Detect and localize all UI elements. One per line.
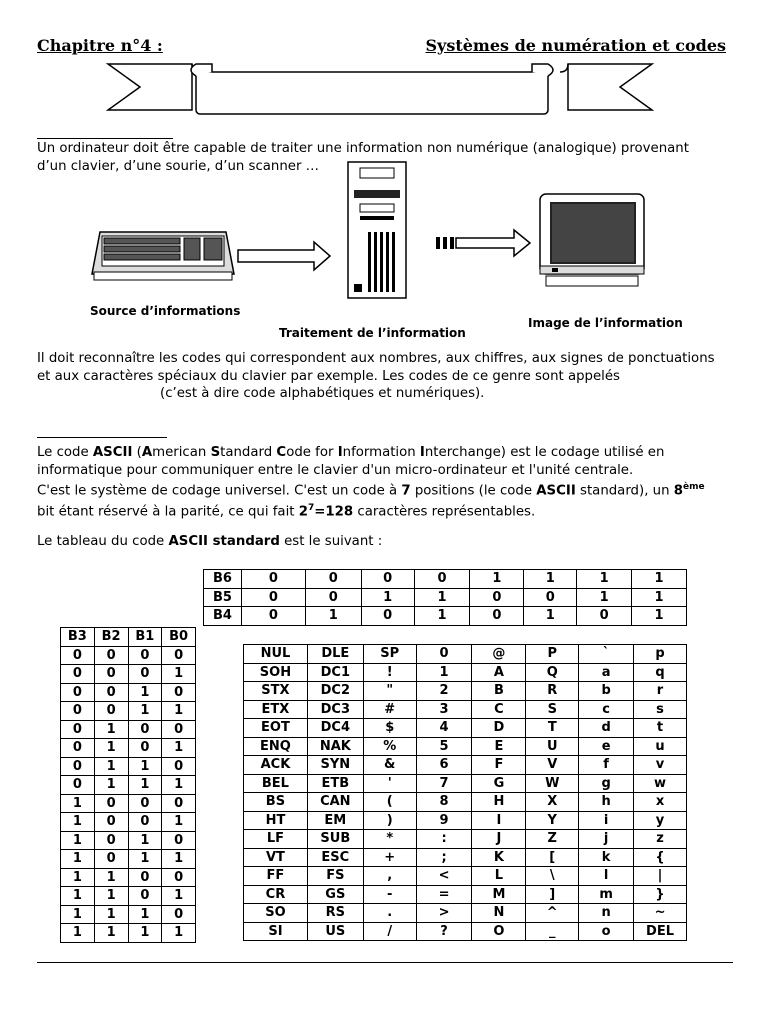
table-row [244,774,687,793]
codes-paragraph [37,350,737,403]
ascii-line-1: Le code ASCII (American Standard Code for Information Interchange) est le codage utilisé en [37,445,665,460]
ascii-char-cell: RS [307,904,363,923]
ascii-char-cell: } [634,885,687,904]
table-row [244,885,687,904]
ascii-char-cell: ` [579,645,634,664]
bit-value-cell: 0 [162,868,196,887]
bit-label-cell: B6 [204,570,242,589]
table-row [61,794,196,813]
ascii-paragraph [37,444,737,521]
ascii-char-cell: r [634,682,687,701]
bit-value-cell: 0 [162,905,196,924]
ascii-char-cell: ~ [634,904,687,923]
ascii-char-cell: _ [526,922,579,941]
ascii-char-cell: = [416,885,472,904]
bit-value-cell: 1 [94,739,128,758]
ascii-char-cell: h [579,793,634,812]
ascii-char-cell: I [472,811,526,830]
table-row [61,850,196,869]
ascii-char-cell: N [472,904,526,923]
ascii-char-cell: K [472,848,526,867]
ascii-char-cell: d [579,719,634,738]
bit-value-cell: 1 [162,702,196,721]
ascii-char-cell: 9 [416,811,472,830]
ascii-char-cell: GS [307,885,363,904]
bit-value-cell: 0 [128,720,162,739]
bit-value-cell: 0 [305,570,361,589]
bit-value-cell: 1 [162,887,196,906]
bit-value-cell: 1 [128,683,162,702]
bit-value-cell: 1 [128,924,162,943]
ascii-char-cell: e [579,737,634,756]
ascii-char-cell: Y [526,811,579,830]
ascii-char-cell: k [579,848,634,867]
chapter-subject: Systèmes de numération et codes [425,36,726,55]
bit-value-cell: 0 [128,813,162,832]
ascii-char-cell: f [579,756,634,775]
table-row [204,588,687,607]
bit-value-cell: 1 [632,570,687,589]
ascii-char-cell: 6 [416,756,472,775]
ascii-char-cell: DC1 [307,663,363,682]
ascii-char-cell: D [472,719,526,738]
ascii-char-cell: 8 [416,793,472,812]
table-row [244,922,687,941]
bit-value-cell: 1 [94,905,128,924]
table-row [61,868,196,887]
ascii-char-cell: V [526,756,579,775]
ascii-char-cell: C [472,700,526,719]
ascii-char-cell: ACK [244,756,308,775]
ascii-char-cell: DLE [307,645,363,664]
bit-value-cell: 0 [241,570,305,589]
bit-value-cell: 1 [61,850,95,869]
bit-value-cell: 1 [162,924,196,943]
bit-value-cell: 0 [94,813,128,832]
bit-label-cell: B5 [204,588,242,607]
table-row [244,848,687,867]
bit-value-cell: 0 [94,702,128,721]
ascii-char-cell: ! [363,663,416,682]
data-arrow-icon [434,228,532,258]
bit-value-cell: 1 [128,831,162,850]
ascii-char-cell: DC3 [307,700,363,719]
bit-value-cell: 0 [94,794,128,813]
bit-value-cell: 0 [241,607,305,626]
table-row [61,887,196,906]
bit-value-cell: 1 [128,905,162,924]
ascii-char-cell: S [526,700,579,719]
bit-value-cell: 1 [61,905,95,924]
ascii-char-cell: + [363,848,416,867]
bit-value-cell: 1 [94,776,128,795]
ascii-char-cell: ENQ [244,737,308,756]
bit-value-cell: 0 [94,683,128,702]
table-row [244,663,687,682]
bit-value-cell: 0 [305,588,361,607]
process-caption: Traitement de l’information [279,326,466,340]
ascii-char-cell: i [579,811,634,830]
ascii-char-cell: ) [363,811,416,830]
table-intro: Le tableau du code ASCII standard est le suivant : [37,534,383,549]
table-row [204,570,687,589]
bit-value-cell: 1 [162,665,196,684]
bit-value-cell: 0 [577,607,632,626]
bit-value-cell: 0 [61,683,95,702]
bit-value-cell: 1 [524,570,577,589]
bit-value-cell: 1 [94,924,128,943]
chapter-heading: Chapitre n°4 : [37,36,163,55]
ascii-char-cell: EOT [244,719,308,738]
footer-rule [37,962,733,963]
ascii-char-cell: SOH [244,663,308,682]
ascii-char-cell: 1 [416,663,472,682]
bit-value-cell: 1 [414,588,470,607]
bit-value-cell: 1 [577,570,632,589]
bit-value-cell: 0 [61,720,95,739]
table-row [244,793,687,812]
banner-ribbon-icon [100,58,660,120]
table-row [61,739,196,758]
section-rule [37,437,167,438]
ascii-char-cell: SP [363,645,416,664]
table-row [61,702,196,721]
ascii-char-cell: T [526,719,579,738]
ascii-char-cell: ; [416,848,472,867]
bit-value-cell: 1 [162,813,196,832]
bit-value-cell: 1 [577,588,632,607]
bit-value-cell: 0 [128,665,162,684]
ascii-char-cell: b [579,682,634,701]
ascii-char-cell: FS [307,867,363,886]
bit-value-cell: 1 [61,831,95,850]
table-row [61,831,196,850]
ascii-char-cell: [ [526,848,579,867]
ascii-char-cell: / [363,922,416,941]
bit-value-cell: 0 [162,794,196,813]
ascii-char-cell: U [526,737,579,756]
ascii-char-cell: < [416,867,472,886]
ascii-char-cell: ETX [244,700,308,719]
ascii-char-cell: HT [244,811,308,830]
ascii-char-cell: j [579,830,634,849]
table-row [244,830,687,849]
ascii-char-cell: R [526,682,579,701]
tower-pc-icon [346,160,408,300]
ascii-char-cell: 4 [416,719,472,738]
bit-value-cell: 1 [524,607,577,626]
intro-line-1: Un ordinateur doit être capable de traiter une information non numérique (analogique) provenant [37,141,689,156]
bit-value-cell: 1 [361,588,414,607]
ascii-char-cell: t [634,719,687,738]
codes-line-2: et aux caractères spéciaux du clavier par exemple. Les codes de ce genre sont appelés [37,368,620,384]
table-row [244,682,687,701]
ascii-low-bits-table [60,627,196,943]
ascii-char-cell: ESC [307,848,363,867]
bit-label-cell: B4 [204,607,242,626]
bit-value-cell: 0 [61,739,95,758]
ascii-char-cell: W [526,774,579,793]
ascii-char-cell: P [526,645,579,664]
ascii-char-cell: v [634,756,687,775]
ascii-char-cell: m [579,885,634,904]
ascii-char-cell: A [472,663,526,682]
ascii-char-cell: p [634,645,687,664]
ascii-char-cell: a [579,663,634,682]
bit-value-cell: 0 [162,831,196,850]
ascii-char-cell: s [634,700,687,719]
bit-value-cell: 0 [94,831,128,850]
bit-value-cell: 1 [61,794,95,813]
ascii-char-cell: E [472,737,526,756]
ascii-char-cell: * [363,830,416,849]
ascii-char-cell: Z [526,830,579,849]
table-row [61,757,196,776]
table-row [244,719,687,738]
bit-value-cell: 1 [128,757,162,776]
bit-value-cell: 0 [128,887,162,906]
bit-value-cell: 0 [470,607,524,626]
ascii-char-cell: SUB [307,830,363,849]
ascii-char-cell: 2 [416,682,472,701]
table-row [61,813,196,832]
bit-value-cell: 0 [61,665,95,684]
ascii-char-cell: l [579,867,634,886]
ascii-char-cell: . [363,904,416,923]
bit-value-cell: 0 [414,570,470,589]
bit-header-cell: B1 [128,628,162,647]
bit-value-cell: 1 [162,739,196,758]
bit-value-cell: 0 [162,683,196,702]
bit-value-cell: 0 [61,646,95,665]
bit-value-cell: 0 [128,794,162,813]
bit-value-cell: 1 [94,757,128,776]
section-rule [37,138,173,139]
ascii-char-cell: ^ [526,904,579,923]
bit-header-cell: B0 [162,628,196,647]
ascii-char-cell: FF [244,867,308,886]
bit-value-cell: 0 [162,757,196,776]
ascii-char-cell: { [634,848,687,867]
ascii-char-cell: q [634,663,687,682]
bit-value-cell: 1 [61,924,95,943]
ascii-char-cell: 7 [416,774,472,793]
bit-value-cell: 0 [361,570,414,589]
table-row [244,867,687,886]
bit-value-cell: 0 [128,646,162,665]
table-row [204,607,687,626]
ascii-char-cell: 5 [416,737,472,756]
ascii-line-3: C'est le système de codage universel. C'est un code à 7 positions (le code ASCII standard), un 8ème [37,482,705,499]
ascii-char-cell: ? [416,922,472,941]
bit-value-cell: 0 [61,702,95,721]
bit-value-cell: 1 [128,850,162,869]
keyboard-icon [90,228,236,284]
ascii-char-cell: 3 [416,700,472,719]
ascii-char-cell: DC4 [307,719,363,738]
ascii-char-cell: > [416,904,472,923]
ascii-char-cell: " [363,682,416,701]
codes-line-1: Il doit reconnaître les codes qui correspondent aux nombres, aux chiffres, aux signes de ponctuations [37,351,715,366]
ascii-char-cell: % [363,737,416,756]
ascii-char-cell: DEL [634,922,687,941]
bit-header-cell: B2 [94,628,128,647]
table-row [244,904,687,923]
ascii-char-cell: u [634,737,687,756]
ascii-char-cell: Q [526,663,579,682]
ascii-char-cell: g [579,774,634,793]
ascii-char-cell: ETB [307,774,363,793]
bit-value-cell: 1 [94,720,128,739]
bit-header-cell: B3 [61,628,95,647]
ascii-char-cell: SYN [307,756,363,775]
bit-value-cell: 0 [162,646,196,665]
ascii-char-cell: # [363,700,416,719]
table-row [244,756,687,775]
bit-value-cell: 1 [305,607,361,626]
ascii-char-cell: H [472,793,526,812]
bit-value-cell: 1 [61,868,95,887]
ascii-char-cell: DC2 [307,682,363,701]
bit-value-cell: 0 [470,588,524,607]
ascii-char-cell: z [634,830,687,849]
ascii-char-cell: VT [244,848,308,867]
bit-value-cell: 1 [128,776,162,795]
ascii-char-cell: NAK [307,737,363,756]
table-row [244,645,687,664]
bit-value-cell: 0 [128,739,162,758]
ascii-char-cell: F [472,756,526,775]
table-row [61,776,196,795]
table-row [61,646,196,665]
bit-value-cell: 0 [94,665,128,684]
intro-line-2: d’un clavier, d’une sourie, d’un scanner … [37,158,319,174]
ascii-char-table [243,644,687,941]
table-row [61,905,196,924]
ascii-char-cell: , [363,867,416,886]
ascii-char-cell: n [579,904,634,923]
ascii-char-cell: $ [363,719,416,738]
bit-value-cell: 1 [632,588,687,607]
table-row [61,628,196,647]
ascii-char-cell: G [472,774,526,793]
ascii-char-cell: w [634,774,687,793]
ascii-char-cell: & [363,756,416,775]
ascii-char-cell: X [526,793,579,812]
bit-value-cell: 1 [94,868,128,887]
bit-value-cell: 1 [162,776,196,795]
ascii-char-cell: US [307,922,363,941]
ascii-char-cell: - [363,885,416,904]
bit-value-cell: 0 [94,646,128,665]
bit-value-cell: 0 [94,850,128,869]
ascii-char-cell: L [472,867,526,886]
ascii-char-cell: B [472,682,526,701]
ascii-char-cell: BEL [244,774,308,793]
table-row [244,811,687,830]
bit-value-cell: 0 [241,588,305,607]
ascii-char-cell: SI [244,922,308,941]
bit-value-cell: 0 [162,720,196,739]
ascii-char-cell: LF [244,830,308,849]
bit-value-cell: 1 [61,813,95,832]
bit-value-cell: 1 [128,702,162,721]
ascii-char-cell: ' [363,774,416,793]
ascii-char-cell: SO [244,904,308,923]
bit-value-cell: 0 [128,868,162,887]
ascii-char-cell: NUL [244,645,308,664]
ascii-char-cell: ] [526,885,579,904]
monitor-icon [536,192,648,288]
ascii-char-cell: M [472,885,526,904]
codes-line-3: (c’est à dire code alphabétiques et numériques). [160,386,485,401]
ascii-char-cell: : [416,830,472,849]
ascii-char-cell: @ [472,645,526,664]
bit-value-cell: 1 [94,887,128,906]
ascii-char-cell: \ [526,867,579,886]
ascii-char-cell: CR [244,885,308,904]
bit-value-cell: 1 [632,607,687,626]
arrow-right-icon [236,240,332,272]
ascii-char-cell: | [634,867,687,886]
ascii-char-cell: CAN [307,793,363,812]
bit-value-cell: 1 [414,607,470,626]
table-row [61,665,196,684]
ascii-char-cell: y [634,811,687,830]
ascii-char-cell: x [634,793,687,812]
bit-value-cell: 1 [470,570,524,589]
ascii-char-cell: O [472,922,526,941]
ascii-char-cell: EM [307,811,363,830]
bit-value-cell: 1 [61,887,95,906]
ascii-char-cell: BS [244,793,308,812]
ascii-line-2: informatique pour communiquer entre le clavier d'un micro-ordinateur et l'unité centrale. [37,462,634,478]
bit-value-cell: 0 [524,588,577,607]
table-row [61,720,196,739]
bit-value-cell: 1 [162,850,196,869]
ascii-char-cell: J [472,830,526,849]
bit-value-cell: 0 [61,757,95,776]
source-caption: Source d’informations [90,304,241,318]
table-row [61,683,196,702]
image-caption: Image de l’information [528,316,683,330]
ascii-char-cell: c [579,700,634,719]
ascii-char-cell: 0 [416,645,472,664]
table-row [61,924,196,943]
table-row [244,700,687,719]
ascii-char-cell: STX [244,682,308,701]
ascii-line-4: bit étant réservé à la parité, ce qui fait $2^7=128$ caractères représentables. [37,502,536,520]
ascii-high-bits-table [203,569,687,626]
bit-value-cell: 0 [61,776,95,795]
ascii-char-cell: ( [363,793,416,812]
bit-value-cell: 0 [361,607,414,626]
ascii-char-cell: o [579,922,634,941]
table-row [244,737,687,756]
